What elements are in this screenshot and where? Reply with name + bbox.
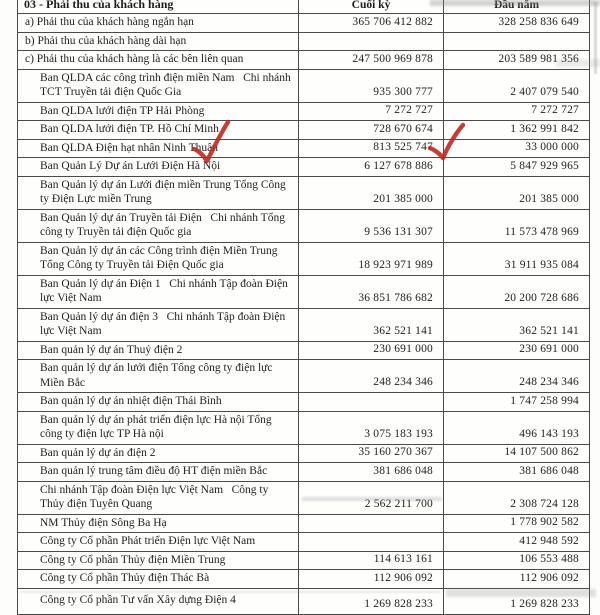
row-label-cell: c) Phải thu của khách hàng là các bên liên quan: [18, 51, 299, 70]
table-row: [18, 275, 590, 308]
end-of-period-value-cell: [299, 514, 444, 533]
table-row: [18, 176, 590, 209]
row-label-cell: Ban quản lý dự án Thuỷ điện 2: [18, 341, 299, 360]
row-label-cell: Ban Quản lý dự án điện 3 Chi nhánh Tập đoàn Điện lực Việt Nam: [18, 308, 299, 341]
table-row: [18, 341, 590, 360]
row-label-cell: Ban quản lý dự án lưới điện Tổng công ty điện lực Miền Bắc: [18, 360, 299, 393]
row-label-cell: Ban quản lý dự án điện 2: [18, 444, 299, 463]
beginning-of-year-value-cell: 496 143 193: [444, 411, 590, 444]
end-of-period-value-cell: 6 127 678 886: [299, 158, 444, 177]
table-row: [18, 514, 590, 533]
end-of-period-value-cell: 230 691 000: [299, 341, 444, 360]
table-row: [18, 308, 590, 341]
end-of-period-value-cell: 3 075 183 193: [299, 411, 444, 444]
row-label-cell: Ban quản lý dự án phát triển điện lực Hà nội Tổng công ty điện lực TP Hà nội: [18, 411, 299, 444]
beginning-of-year-value-cell: 1 362 991 842: [444, 121, 590, 140]
table-row: [18, 139, 590, 158]
table-row: [18, 14, 590, 33]
table-row: [18, 463, 590, 482]
row-label-cell: Công ty Cổ phần Thủy điện Thác Bà: [18, 570, 299, 589]
row-label-cell: Công ty Cổ phần Phát triển Điện lực Việt Nam: [18, 533, 299, 552]
end-of-period-value-cell: 935 300 777: [299, 69, 444, 102]
beginning-of-year-value-cell: 5 847 929 965: [444, 158, 590, 177]
end-of-period-value-cell: 114 613 161: [299, 551, 444, 570]
row-label-cell: Công ty Cổ phần Thủy điện Miền Trung: [18, 551, 299, 570]
row-label-cell: Ban QLDA lưới điện TP. Hồ Chí Minh: [18, 121, 299, 140]
beginning-of-year-value-cell: 1 778 902 582: [444, 514, 590, 533]
end-of-period-value-cell: 813 525 747: [299, 139, 444, 158]
table-row: [18, 102, 590, 121]
row-label-cell: Ban quản lý dự án nhiệt điện Thái Bình: [18, 393, 299, 412]
end-of-period-value-cell: 1 269 828 233: [299, 588, 444, 614]
beginning-of-year-value-cell: 33 000 000: [444, 139, 590, 158]
row-label-cell: b) Phải thu của khách hàng dài hạn: [18, 32, 299, 51]
beginning-of-year-value-cell: 381 686 048: [444, 463, 590, 482]
row-label-cell: Ban quản lý trung tâm điều độ HT điện miền Bắc: [18, 463, 299, 482]
beginning-of-year-value-cell: 201 385 000: [444, 176, 590, 209]
end-of-period-value-cell: 201 385 000: [299, 176, 444, 209]
beginning-of-year-value-cell: 14 107 500 862: [444, 444, 590, 463]
table-row: [18, 121, 590, 140]
row-label-cell: a) Phải thu của khách hàng ngắn hạn: [18, 14, 299, 33]
row-label-cell: Ban Quản lý dự án Truyền tải Điện Chi nhánh Tổng công ty Truyền tải điện Quốc gia: [18, 209, 299, 242]
row-label-cell: Ban Quản lý dự án các Công trình điện Miền Trung Tổng Công ty Truyền tải Điện Quốc gia: [18, 242, 299, 275]
beginning-of-year-value-cell: 412 948 592: [444, 533, 590, 552]
end-of-period-value-cell: 7 272 727: [299, 102, 444, 121]
end-of-period-value-cell: 112 906 092: [299, 570, 444, 589]
table-row: [18, 32, 590, 51]
beginning-of-year-value-cell: 2 308 724 128: [444, 481, 590, 514]
end-of-period-value-cell: 728 670 674: [299, 121, 444, 140]
beginning-of-year-value-cell: 203 589 981 356: [444, 51, 590, 70]
beginning-of-year-value-cell: 2 407 079 540: [444, 69, 590, 102]
column-header-beginning-of-year: Đầu năm: [444, 0, 590, 14]
end-of-period-value-cell: 9 536 131 307: [299, 209, 444, 242]
table-row: [18, 393, 590, 412]
end-of-period-value-cell: 18 923 971 989: [299, 242, 444, 275]
table-header-row: [18, 0, 590, 14]
table-row: [18, 570, 590, 589]
table-row: [18, 411, 590, 444]
table-row: [18, 533, 590, 552]
end-of-period-value-cell: 248 234 346: [299, 360, 444, 393]
row-label-cell: Ban QLDA Điện hạt nhân Ninh Thuận: [18, 139, 299, 158]
end-of-period-value-cell: 247 500 969 878: [299, 51, 444, 70]
beginning-of-year-value-cell: 31 911 935 084: [444, 242, 590, 275]
end-of-period-value-cell: 2 562 211 700: [299, 481, 444, 514]
table-row: [18, 69, 590, 102]
row-label-cell: Ban Quản lý dự án Điện 1 Chi nhánh Tập đoàn Điện lực Việt Nam: [18, 275, 299, 308]
beginning-of-year-value-cell: 362 521 141: [444, 308, 590, 341]
table-row: [18, 588, 590, 614]
table-row: [18, 360, 590, 393]
table-row: [18, 158, 590, 177]
row-label-cell: Chi nhánh Tập đoàn Điện lực Việt Nam Công ty Thủy điện Tuyên Quang: [18, 481, 299, 514]
table-row: [18, 444, 590, 463]
table-row: [18, 51, 590, 70]
row-label-cell: NM Thủy điện Sông Ba Hạ: [18, 514, 299, 533]
receivables-table-body: [18, 14, 590, 615]
end-of-period-value-cell: 36 851 786 682: [299, 275, 444, 308]
receivables-table: [17, 0, 590, 615]
row-label-cell: Ban Quản lý dự án Lưới điện miền Trung Tổng Công ty Điện Lực miền Trung: [18, 176, 299, 209]
end-of-period-value-cell: 381 686 048: [299, 463, 444, 482]
beginning-of-year-value-cell: 230 691 000: [444, 341, 590, 360]
table-row: [18, 551, 590, 570]
beginning-of-year-value-cell: 11 573 478 969: [444, 209, 590, 242]
row-label-cell: Ban QLDA lưới điện TP Hải Phòng: [18, 102, 299, 121]
beginning-of-year-value-cell: 1 269 828 233: [444, 588, 590, 614]
end-of-period-value-cell: 365 706 412 882: [299, 14, 444, 33]
scan-artifact: [594, 2, 597, 74]
row-label-cell: Công ty Cổ phần Tư vấn Xây dựng Điện 4: [18, 588, 299, 614]
end-of-period-value-cell: [299, 533, 444, 552]
table-row: [18, 481, 590, 514]
section-title: 03 - Phải thu của khách hàng: [18, 0, 299, 14]
row-label-cell: Ban QLDA các công trình điện miền Nam Chi nhánh TCT Truyền tải điện Quốc Gia: [18, 69, 299, 102]
beginning-of-year-value-cell: 20 200 728 686: [444, 275, 590, 308]
end-of-period-value-cell: [299, 32, 444, 51]
end-of-period-value-cell: [299, 393, 444, 412]
beginning-of-year-value-cell: 106 553 488: [444, 551, 590, 570]
beginning-of-year-value-cell: 328 258 836 649: [444, 14, 590, 33]
table-row: [18, 242, 590, 275]
column-header-end-of-period: Cuối kỳ: [299, 0, 444, 14]
end-of-period-value-cell: 362 521 141: [299, 308, 444, 341]
beginning-of-year-value-cell: 7 272 727: [444, 102, 590, 121]
beginning-of-year-value-cell: 248 234 346: [444, 360, 590, 393]
beginning-of-year-value-cell: [444, 32, 590, 51]
end-of-period-value-cell: 35 160 270 367: [299, 444, 444, 463]
beginning-of-year-value-cell: 1 747 258 994: [444, 393, 590, 412]
table-row: [18, 209, 590, 242]
beginning-of-year-value-cell: 112 906 092: [444, 570, 590, 589]
row-label-cell: Ban Quản Lý Dự án Lưới Điện Hà Nội: [18, 158, 299, 177]
